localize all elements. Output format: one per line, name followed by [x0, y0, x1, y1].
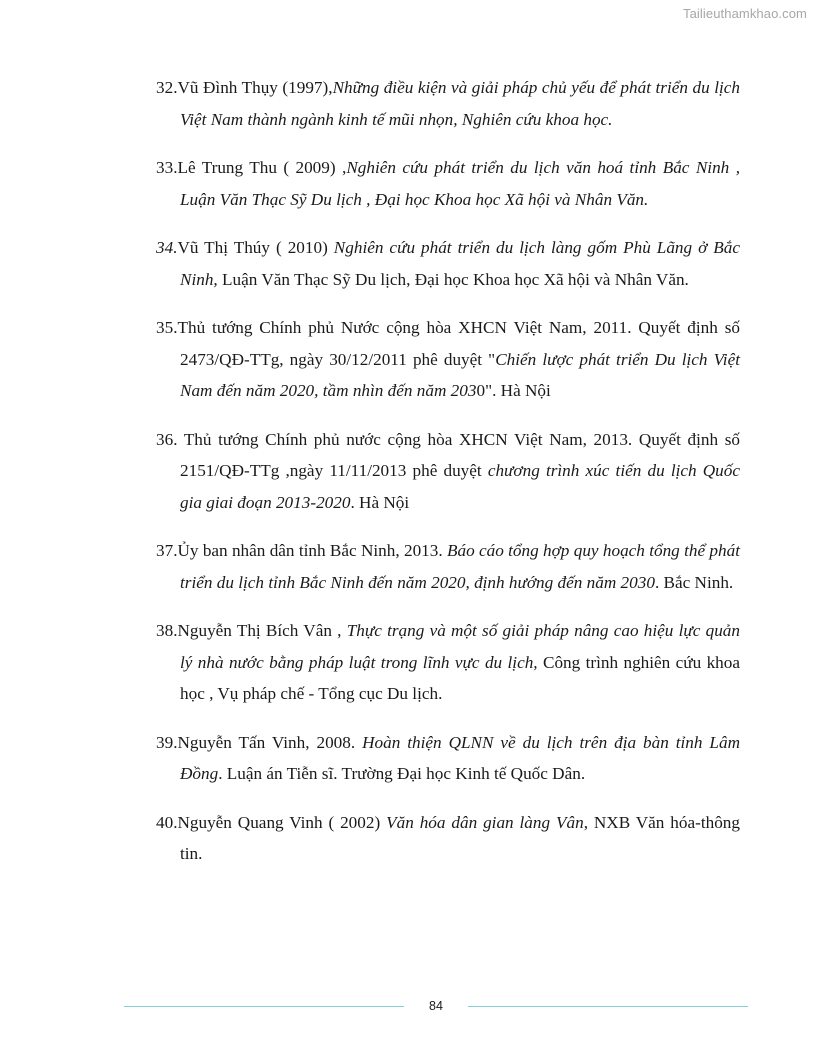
- reference-item: [156, 727, 740, 790]
- reference-text: Nguyễn Thị Bích Vân ,: [177, 621, 347, 640]
- reference-number: 32.: [156, 78, 178, 97]
- reference-number: 35.: [156, 318, 178, 337]
- reference-title-text: Hoàn thiện QLNN về du lịch trên địa bàn tỉnh Lâm Đồng: [180, 732, 740, 783]
- reference-number: 37.: [156, 541, 178, 560]
- reference-title-text: Nghiên cứu phát triển du lịch làng gốm Phù Lãng ở Bắc Ninh,: [180, 238, 740, 289]
- reference-item: [156, 535, 740, 598]
- reference-number: 39.: [156, 732, 178, 752]
- reference-title-text: Văn hóa dân gian làng Vân: [386, 812, 584, 832]
- reference-text: Công trình nghiên cứu khoa học , Vụ pháp chế - Tổng cục Du lịch.: [180, 652, 740, 703]
- reference-text: Vũ Thị Thúy ( 2010): [177, 238, 334, 257]
- reference-text: Nguyễn Tấn Vinh, 2008.: [177, 732, 363, 752]
- reference-item: [156, 807, 740, 870]
- reference-number: 33.: [156, 158, 178, 177]
- reference-number: 36.: [156, 429, 184, 449]
- reference-item: [156, 232, 740, 295]
- footer-rule-right: [468, 1006, 748, 1007]
- reference-text: Nguyễn Quang Vinh ( 2002): [177, 812, 387, 832]
- reference-item: [156, 312, 740, 407]
- footer-rule-left: [124, 1006, 404, 1007]
- reference-title-text: chương trình xúc tiến du lịch Quốc gia giai đoạn 2013-2020: [180, 461, 740, 512]
- reference-item: [156, 152, 740, 215]
- page-footer: [124, 997, 748, 1017]
- reference-list: [156, 72, 740, 887]
- reference-title-text: Chiến lược phát triển Du lịch Việt Nam đến năm 2020, tầm nhìn đến năm 203: [180, 349, 740, 400]
- reference-number: 34.: [156, 238, 178, 257]
- reference-text: Vũ Đình Thụy (1997),: [177, 78, 333, 97]
- reference-text: Ủy ban nhân dân tỉnh Bắc Ninh, 2013.: [177, 541, 447, 560]
- reference-text: . Hà Nội: [350, 492, 410, 512]
- page-number: 84: [429, 999, 443, 1013]
- reference-item: [156, 72, 740, 135]
- reference-text: . Luận án Tiễn sĩ. Trường Đại học Kinh tế Quốc Dân.: [218, 764, 586, 783]
- reference-text: Thủ tướng Chính phủ Nước cộng hòa XHCN Việt Nam, 2011. Quyết định số 2473/QĐ-TTg, ngày 30/12/2011 phê duyệt ": [177, 318, 740, 369]
- reference-title-text: Những điều kiện và giải pháp chủ yếu để phát triển du lịch Việt Nam thành ngành kinh tế mũi nhọn, Nghiên cứu khoa học.: [180, 78, 740, 129]
- reference-text: Lê Trung Thu ( 2009) ,: [177, 158, 347, 177]
- reference-text: , NXB Văn hóa-thông tin.: [180, 812, 740, 863]
- reference-number: 38.: [156, 621, 178, 640]
- reference-item: [156, 615, 740, 710]
- reference-title-text: Thực trạng và một số giải pháp nâng cao hiệu lực quản lý nhà nước bằng pháp luật trong lĩnh vực du lịch,: [180, 621, 740, 672]
- reference-title-text: Báo cáo tổng hợp quy hoạch tổng thể phát triển du lịch tỉnh Bắc Ninh đến năm 2020, định hướng đến năm 2030: [180, 541, 740, 592]
- watermark-text: Tailieuthamkhao.com: [682, 6, 807, 21]
- reference-text: Thủ tướng Chính phủ nước cộng hòa XHCN Việt Nam, 2013. Quyết định số 2151/QĐ-TTg ,ngày 11/11/2013 phê duyệt: [180, 429, 740, 480]
- reference-text: . Bắc Ninh.: [654, 572, 734, 592]
- reference-item: [156, 424, 740, 519]
- reference-title-text: Nghiên cứu phát triển du lịch văn hoá tỉnh Bắc Ninh , Luận Văn Thạc Sỹ Du lịch , Đại học Khoa học Xã hội và Nhân Văn.: [180, 158, 740, 209]
- reference-number: 40.: [156, 812, 178, 832]
- reference-text: 0". Hà Nội: [476, 381, 551, 400]
- reference-text: Luận Văn Thạc Sỹ Du lịch, Đại học Khoa học Xã hội và Nhân Văn.: [217, 269, 689, 289]
